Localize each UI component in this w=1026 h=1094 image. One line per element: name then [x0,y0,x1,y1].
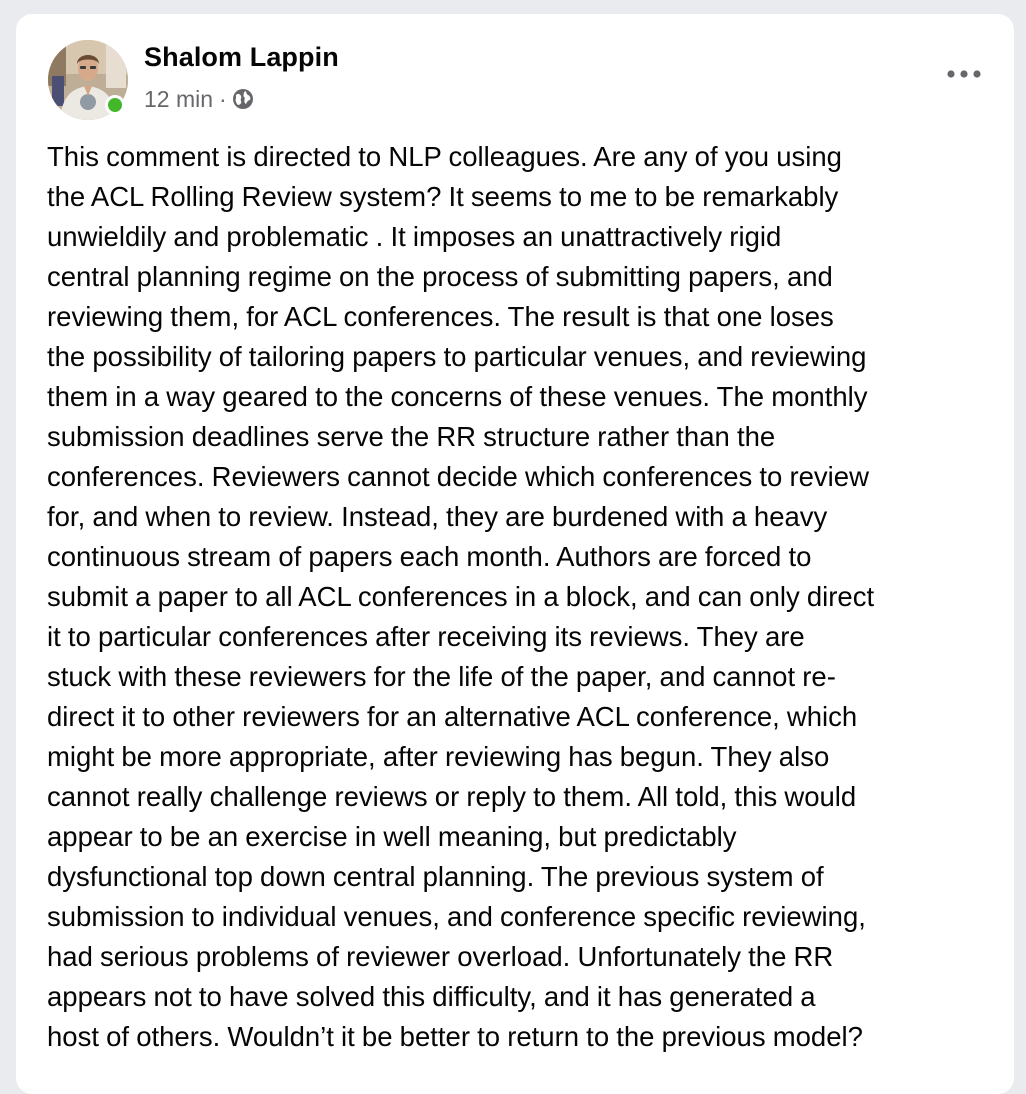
post-text-line: submission deadlines serve the RR structure rather than the [47,421,776,452]
post-meta [144,84,254,114]
post-text-line: conferences. Reviewers cannot decide which conferences to review [47,461,869,492]
post-text-line: the possibility of tailoring papers to particular venues, and reviewing [47,341,867,372]
post-text-line: for, and when to review. Instead, they are burdened with a heavy [47,501,828,532]
post-text-line: reviewing them, for ACL conferences. The result is that one loses [47,301,834,332]
author-avatar-wrapper[interactable] [48,40,128,120]
more-options-button[interactable] [944,62,984,86]
post-text-line: central planning regime on the process of submitting papers, and [47,261,833,292]
post-text-line: dysfunctional top down central planning. The previous system of [47,861,824,892]
post-card [16,14,1014,1094]
post-text-line: had serious problems of reviewer overload. Unfortunately the RR [47,941,834,972]
online-status-indicator [105,95,125,115]
post-text-line: submit a paper to all ACL conferences in a block, and can only direct [47,581,875,612]
post-text-line: it to particular conferences after receiving its reviews. They are [47,621,805,652]
post-text [47,137,993,1057]
post-text-line: might be more appropriate, after reviewing has begun. They also [47,741,830,772]
post-text-line: appear to be an exercise in well meaning, but predictably [47,821,737,852]
post-text-line: This comment is directed to NLP colleagues. Are any of you using [47,141,842,172]
post-text-line: cannot really challenge reviews or reply to them. All told, this would [47,781,857,812]
post-text-line: host of others. Wouldn’t it be better to return to the previous model? [47,1021,863,1052]
post-text-line: direct it to other reviewers for an alternative ACL conference, which [47,701,858,732]
post-header [48,40,988,120]
post-text-line: appears not to have solved this difficulty, and it has generated a [47,981,816,1012]
post-text-line: them in a way geared to the concerns of these venues. The monthly [47,381,868,412]
post-text-line: submission to individual venues, and conference specific reviewing, [47,901,866,932]
post-text-line: the ACL Rolling Review system? It seems to me to be remarkably [47,181,839,212]
more-options-icon [947,70,981,78]
meta-separator: · [219,85,227,112]
author-name[interactable]: Shalom Lappin [144,42,339,72]
post-text-line: unwieldily and problematic . It imposes an unattractively rigid [47,221,782,252]
post-text-line: continuous stream of papers each month. Authors are forced to [47,541,812,572]
post-timestamp[interactable]: 12 min [144,85,214,112]
post-text-line: stuck with these reviewers for the life of the paper, and cannot re- [47,661,836,692]
globe-icon[interactable] [232,88,254,110]
